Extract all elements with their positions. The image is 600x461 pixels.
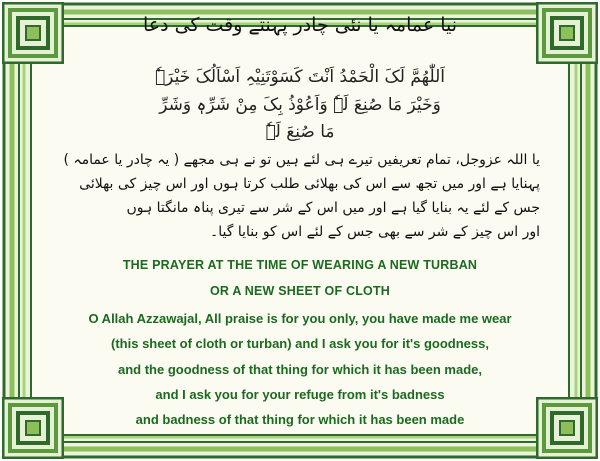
corner-ornament-bottom-right bbox=[536, 397, 598, 459]
urdu-line-1: یا اللہ عزوجل، تمام تعریفیں تیرے ہی لئے ہیں تو نے ہی مجھے ( یہ چادر یا عمامہ ) bbox=[63, 152, 540, 168]
english-body-line-4: and I ask you for your refuge from it's badness bbox=[155, 387, 445, 402]
corner-ornament-bottom-left bbox=[2, 397, 64, 459]
arabic-line-1: اَللّٰھُمَّ لَکَ الْحَمْدُ اَنْتَ کَسَوْتَنِیْہِ اَسْاَلُکَ خَیْرَہٗ bbox=[154, 67, 446, 87]
english-body-line-3: and the goodness of that thing for which it has been made, bbox=[117, 362, 483, 377]
urdu-heading: نیا عمامہ یا نئی چادر پہنتے وقت کی دعا bbox=[142, 14, 458, 36]
english-title-line-1: THE PRAYER AT THE TIME OF WEARING A NEW TURBAN bbox=[122, 258, 478, 272]
arabic-line-2: وَخَیْرَ مَا صُنِعَ لَہٗ وَاَعُوْذُ بِکَ مِنْ شَرِّہٖ وَشَرِّ bbox=[159, 95, 441, 115]
urdu-line-2: پہنایا ہے اور میں تجھ سے اس کی بھلائی طلب کرتا ہوں اور اس چیز کی بھلائی bbox=[79, 176, 540, 192]
english-body-line-1: O Allah Azzawajal, All praise is for you only, you have made me wear bbox=[88, 311, 512, 326]
urdu-line-3: جس کے لئے یہ بنایا گیا ہے اور میں اس کے شر سے تیری پناہ مانگتا ہوں bbox=[126, 200, 540, 216]
arabic-line-3: مَا صُنِعَ لَہٗ bbox=[265, 122, 335, 142]
english-body-line-2: (this sheet of cloth or turban) and I ask you for it's goodness, bbox=[111, 336, 489, 351]
english-body-line-5: and badness of that thing for which it has been made bbox=[135, 412, 465, 427]
urdu-line-4: اور اس چیز کے شر سے بھی جس کے لئے اس کو بنایا گیا۔ bbox=[210, 224, 540, 240]
english-title-line-2: OR A NEW SHEET OF CLOTH bbox=[209, 284, 391, 298]
